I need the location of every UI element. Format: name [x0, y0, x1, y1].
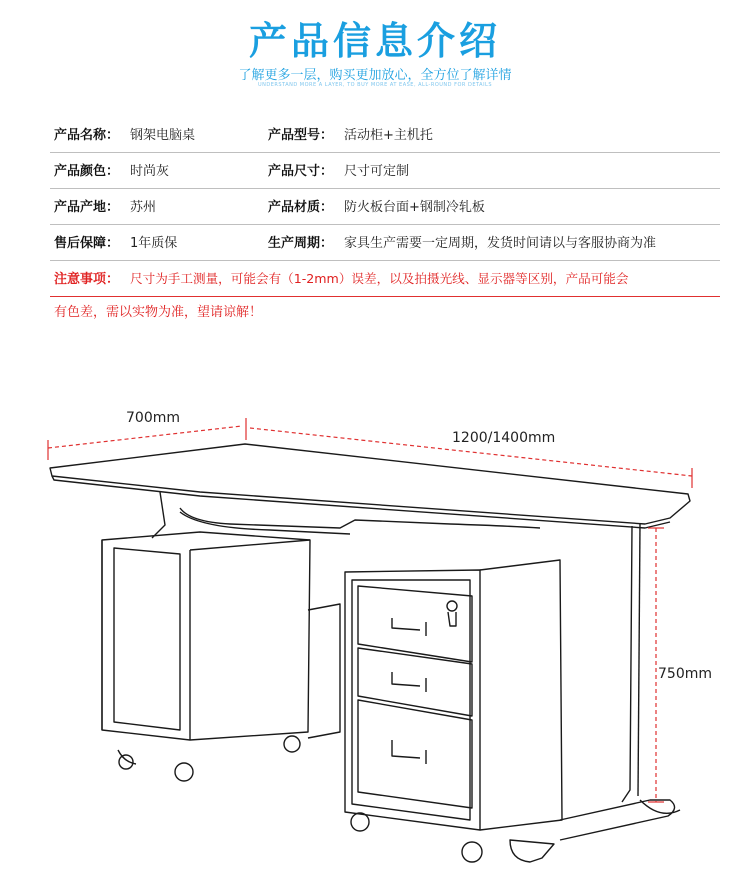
depth-dimension-label: 700mm [126, 410, 180, 426]
desk-diagram [40, 400, 730, 880]
spec-row-2 [50, 152, 720, 189]
size-value: 尺寸可定制 [344, 164, 410, 179]
keyboard-tray [180, 508, 540, 528]
name-value: 钢架电脑桌 [130, 128, 196, 143]
desk-top [50, 444, 690, 524]
depth-dim-line [48, 426, 242, 448]
drawer-bottom [358, 700, 472, 808]
spec-row-4 [50, 224, 720, 261]
page-subtitle-english: UNDERSTAND MORE A LAYER, TO BUY MORE AT EASE, ALL-ROUND FOR DETAILS [257, 82, 493, 88]
spec-row-3 [50, 188, 720, 225]
notice-label: 注意事项： [54, 272, 120, 287]
height-dimension-label: 750mm [658, 666, 712, 682]
notice-line-1: 尺寸为手工测量，可能会有（1-2mm）误差，以及拍摄光线、显示器等区别，产品可能会 [130, 271, 629, 286]
name-label: 产品名称： [54, 128, 120, 143]
spec-row-1 [50, 116, 720, 153]
right-leg [622, 526, 632, 802]
origin-label: 产品产地： [54, 200, 120, 215]
drawer-middle [358, 648, 472, 716]
model-value: 活动柜+主机托 [344, 128, 433, 143]
desk-drawing [40, 400, 730, 880]
warranty-label: 售后保障： [54, 236, 120, 251]
model-label: 产品型号： [268, 128, 334, 143]
color-label: 产品颜色： [54, 164, 120, 179]
page-subtitle: 了解更多一层，购买更加放心，全方位了解详情 [238, 68, 512, 83]
size-label: 产品尺寸： [268, 164, 334, 179]
notice-line-2: 有色差，需以实物为准，望请谅解！ [54, 305, 263, 320]
material-label: 产品材质： [268, 200, 334, 215]
notice-row [50, 260, 720, 297]
left-leg [152, 492, 165, 538]
material-value: 防火板台面+钢制冷轧板 [344, 200, 485, 215]
bottom-rail [560, 800, 675, 840]
origin-value: 苏州 [130, 200, 157, 215]
width-dimension-label: 1200/1400mm [452, 430, 556, 446]
cycle-label: 生产周期： [268, 236, 334, 251]
color-value: 时尚灰 [130, 164, 170, 179]
page-title: 产品信息介绍 [248, 19, 501, 63]
host-holder [102, 532, 310, 740]
mobile-cabinet [345, 570, 480, 830]
warranty-value: 1年质保 [130, 236, 178, 251]
cycle-value: 家具生产需要一定周期，发货时间请以与客服协商为准 [344, 236, 657, 251]
